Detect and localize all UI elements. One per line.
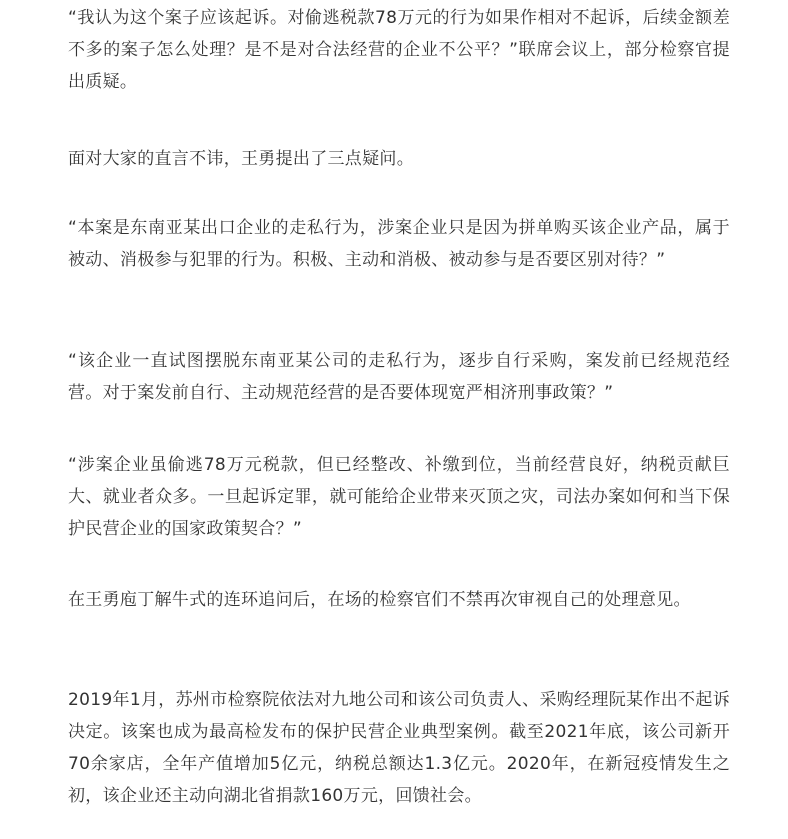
paragraph-question-two: “该企业一直试图摆脱东南亚某公司的走私行为，逐步自行采购，案发前已经规范经营。对于案发前自行、主动规范经营的是否要体现宽严相济刑事政策？”	[68, 351, 730, 403]
paragraph-question-three: “涉案企业虽偷逃78万元税款，但已经整改、补缴到位，当前经营良好，纳税贡献巨大、就业者众多。一旦起诉定罪，就可能给企业带来灭顶之灾，司法办案如何和当下保护民营企业的国家政策契合？”	[68, 455, 730, 539]
paragraph-outcome: 2019年1月，苏州市检察院依法对九地公司和该公司负责人、采购经理阮某作出不起诉决定。该案也成为最高检发布的保护民营企业典型案例。截至2021年底，该公司新开70余家店，全年产值增加5亿元，纳税总额达1.3亿元。2020年，在新冠疫情发生之初，该企业还主动向湖北省捐款160万元，回馈社会。	[68, 690, 730, 806]
paragraph-reexamine: 在王勇庖丁解牛式的连环追问后，在场的检察官们不禁再次审视自己的处理意见。	[68, 590, 691, 610]
paragraph-three-questions: 面对大家的直言不讳，王勇提出了三点疑问。	[68, 149, 414, 169]
paragraph-prosecutor-question: “我认为这个案子应该起诉。对偷逃税款78万元的行为如果作相对不起诉，后续金额差不多的案子怎么处理？是不是对合法经营的企业不公平？”联席会议上，部分检察官提出质疑。	[68, 8, 730, 92]
paragraph-question-one: “本案是东南亚某出口企业的走私行为，涉案企业只是因为拼单购买该企业产品，属于被动、消极参与犯罪的行为。积极、主动和消极、被动参与是否要区别对待？”	[68, 218, 730, 270]
